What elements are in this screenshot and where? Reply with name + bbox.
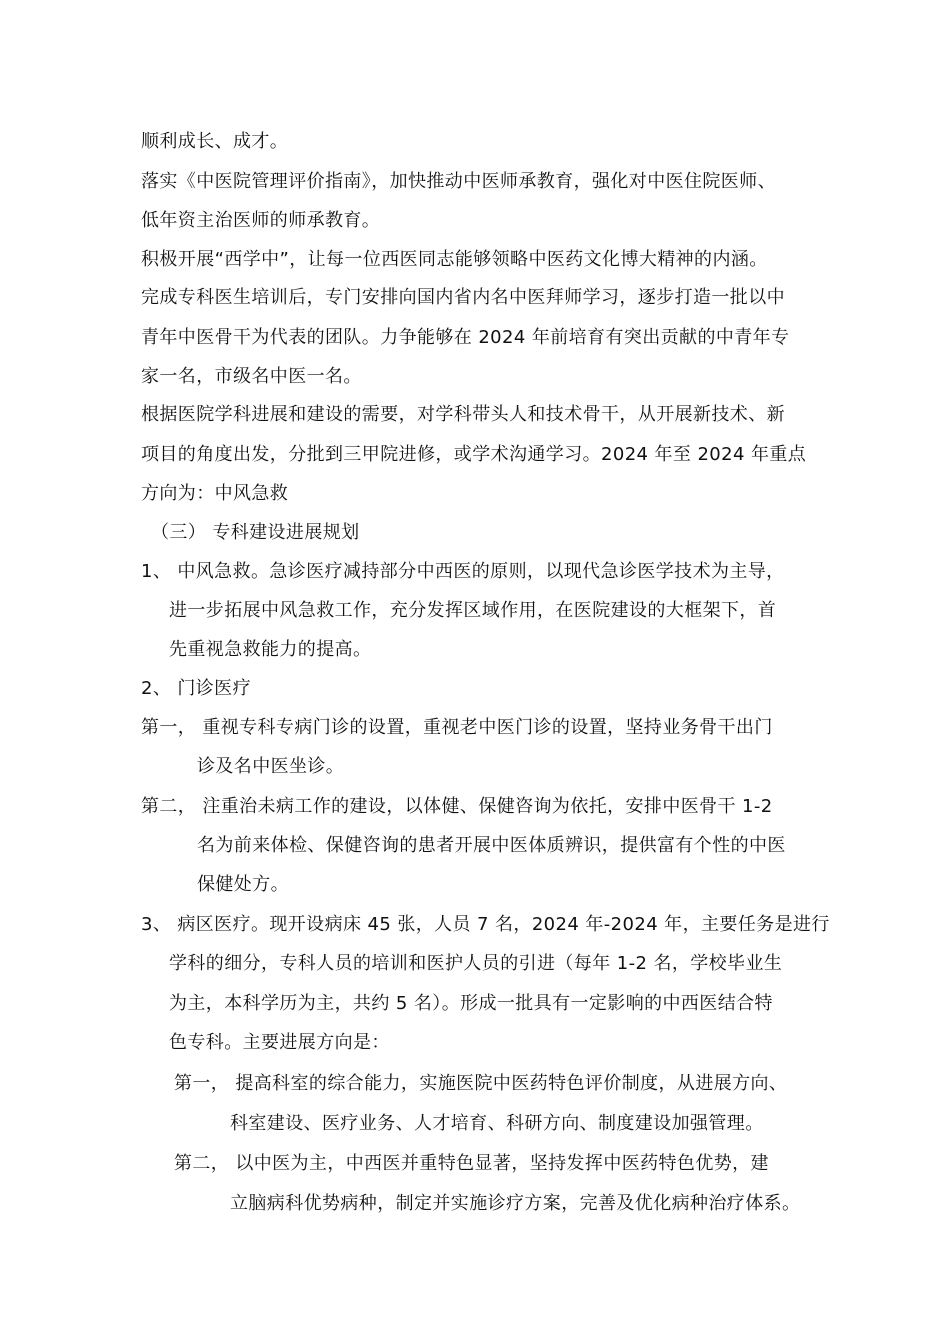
list-item-2: 2、 门诊医疗 [141, 678, 251, 699]
text-line: 进一步拓展中风急救工作，充分发挥区域作用，在医院建设的大框架下，首 [169, 600, 777, 621]
text-line: 学科的细分，专科人员的培训和医护人员的引进（每年 1-2 名，学校毕业生 [169, 953, 783, 974]
text-line: 低年资主治医师的师承教育。 [141, 210, 381, 231]
text-line: 诊及名中医坐诊。 [197, 756, 345, 777]
text-line: 根据医院学科进展和建设的需要，对学科带头人和技术骨干，从开展新技术、新 [141, 404, 785, 425]
text-line: 青年中医骨干为代表的团队。力争能够在 2024 年前培育有突出贡献的中青年专 [141, 327, 790, 348]
text-line: 立脑病科优势病种，制定并实施诊疗方案，完善及优化病种治疗体系。 [230, 1193, 801, 1214]
section-heading: （三） 专科建设进展规划 [151, 522, 360, 543]
sub-item-first: 第一， 提高科室的综合能力，实施医院中医药特色评价制度，从进展方向、 [174, 1073, 788, 1094]
text-line: 家一名，市级名中医一名。 [141, 366, 362, 387]
list-item-1: 1、 中风急救。急诊医疗减持部分中西医的原则，以现代急诊医学技术为主导， [141, 561, 785, 582]
text-line: 方向为：中风急救 [141, 483, 289, 504]
text-line: 科室建设、医疗业务、人才培育、科研方向、制度建设加强管理。 [230, 1113, 764, 1134]
sub-item-first: 第一， 重视专科专病门诊的设置，重视老中医门诊的设置，坚持业务骨干出门 [141, 717, 773, 738]
text-line: 名为前来体检、保健咨询的患者开展中医体质辨识，提供富有个性的中医 [197, 835, 786, 856]
text-line: 为主，本科学历为主，共约 5 名）。形成一批具有一定影响的中西医结合特 [169, 993, 773, 1014]
text-line: 先重视急救能力的提高。 [169, 639, 372, 660]
sub-item-second: 第二， 以中医为主，中西医并重特色显著，坚持发挥中医药特色优势，建 [174, 1153, 769, 1174]
text-line: 落实《中医院管理评价指南》，加快推动中医师承教育，强化对中医住院医师、 [141, 171, 776, 192]
text-line: 完成专科医生培训后，专门安排向国内省内名中医拜师学习，逐步打造一批以中 [141, 287, 785, 308]
sub-item-second: 第二， 注重治未病工作的建设，以体健、保健咨询为依托，安排中医骨干 1-2 [141, 796, 773, 817]
text-line: 保健处方。 [197, 874, 289, 895]
text-line: 色专科。主要进展方向是： [169, 1032, 390, 1053]
text-line: 项目的角度出发，分批到三甲院进修，或学术沟通学习。2024 年至 2024 年重点 [141, 444, 807, 465]
text-line: 积极开展“西学中”，让每一位西医同志能够领略中医药文化博大精神的内涵。 [141, 249, 768, 270]
list-item-3: 3、 病区医疗。现开设病床 45 张，人员 7 名，2024 年-2024 年，主要任务是进行 [141, 914, 830, 935]
text-line: 顺利成长、成才。 [141, 131, 289, 152]
